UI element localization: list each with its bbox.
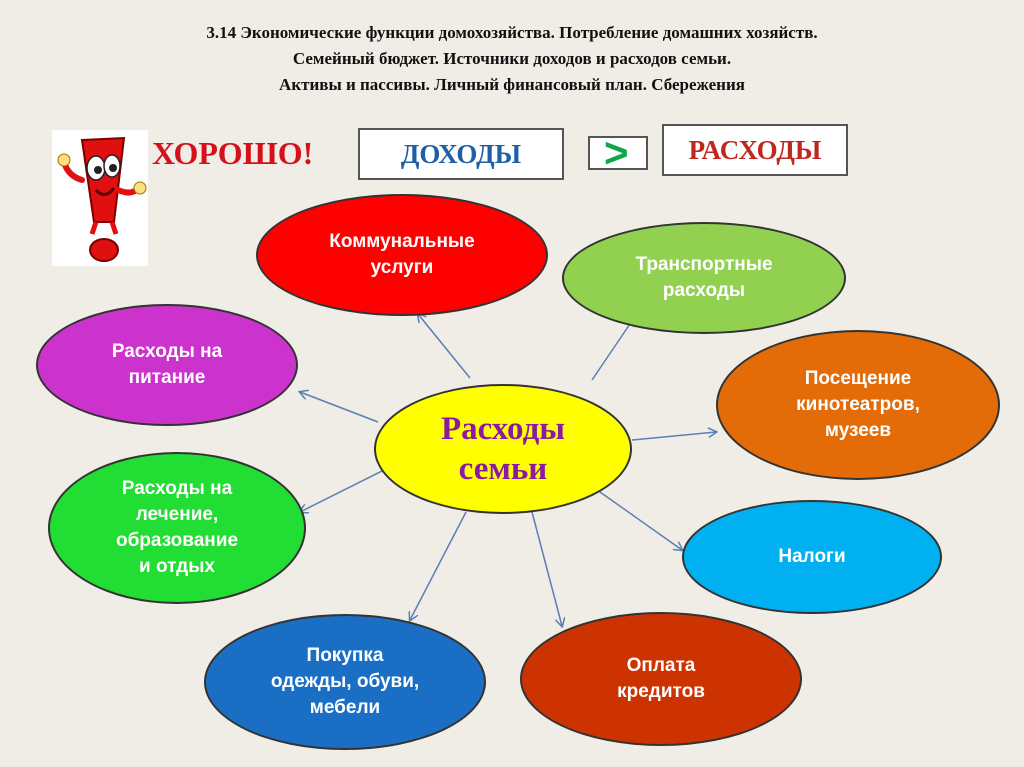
node-cinema-label: Посещение кинотеатров, музеев	[796, 368, 920, 441]
node-clothes-label: Покупка одежды, обуви, мебели	[270, 645, 420, 718]
arrow-to-credits	[532, 512, 562, 626]
greater-than-sign: >	[604, 129, 629, 176]
center-node	[374, 384, 632, 514]
node-transport-label: Транспортные расходы	[635, 254, 773, 301]
center-label: Расходы семьи	[440, 411, 566, 487]
arrow-to-taxes	[600, 492, 682, 550]
node-credits-label: Оплата кредитов	[617, 655, 705, 702]
arrow-to-food	[300, 392, 378, 422]
arrow-to-transport	[592, 318, 634, 380]
node-communal-label: Коммунальные услуги	[329, 231, 475, 278]
arrow-to-cinema	[632, 432, 716, 440]
arrow-to-communal	[418, 314, 470, 378]
node-food-label: Расходы на питание	[111, 341, 223, 388]
arrow-to-clothes	[410, 512, 466, 620]
node-cinema	[716, 330, 1000, 480]
title-line-1: 3.14 Экономические функции домохозяйства. Потребление домашних хозяйств.	[206, 23, 818, 42]
node-communal	[256, 194, 548, 316]
expenses-label: РАСХОДЫ	[688, 134, 822, 165]
income-label: ДОХОДЫ	[400, 138, 522, 169]
title-line-2: Семейный бюджет. Источники доходов и расходов семьи.	[292, 49, 732, 68]
node-taxes	[682, 500, 942, 614]
node-taxes-label: Налоги	[778, 546, 846, 567]
node-credits	[520, 612, 802, 746]
node-clothes	[204, 614, 486, 750]
node-food	[36, 304, 298, 426]
node-health-label: Расходы на лечение, образование и отдых	[115, 478, 239, 577]
node-health	[48, 452, 306, 604]
title-line-3: Активы и пассивы. Личный финансовый план. Сбережения	[279, 75, 745, 94]
good-label: ХОРОШО!	[152, 135, 314, 171]
arrow-to-health	[300, 470, 384, 512]
node-transport	[562, 222, 846, 334]
